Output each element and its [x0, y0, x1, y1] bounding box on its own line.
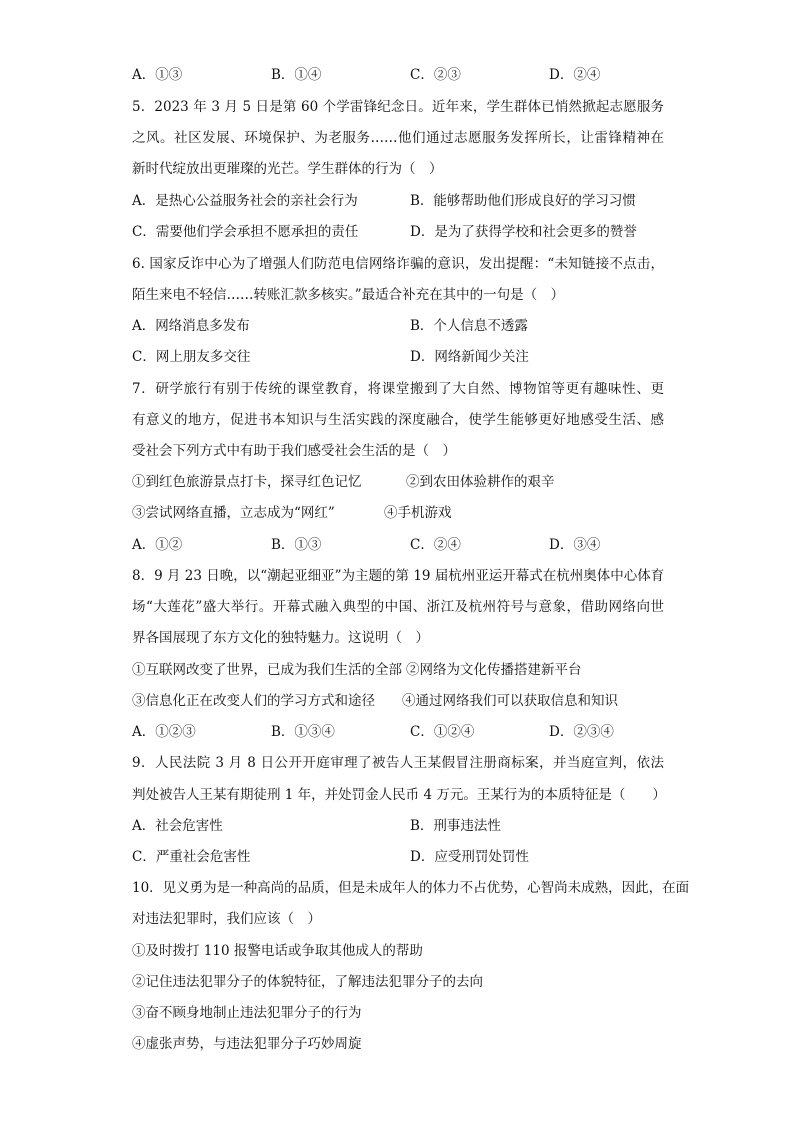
q10-item-3: ③奋不顾身地制止违法犯罪分子的行为 — [132, 1005, 362, 1021]
q7-stem-line: 有意义的地方，促进书本知识与生活实践的深度融合，使学生能够更好地感受生活、感 — [132, 412, 664, 428]
q6-option-a: A．网络消息多发布 — [132, 318, 250, 334]
q10-item-4: ④虚张声势，与违法犯罪分子巧妙周旋 — [132, 1036, 362, 1052]
q8-option-d: D．②③④ — [549, 724, 614, 740]
q5-option-d: D．是为了获得学校和社会更多的赞誉 — [410, 224, 637, 240]
q9-option-c: C．严重社会危害性 — [132, 849, 251, 865]
q10-item-1: ①及时拨打 110 报警电话或争取其他成人的帮助 — [132, 943, 423, 959]
option-c: C．②③ — [410, 67, 461, 83]
q9-option-a: A．社会危害性 — [132, 818, 223, 834]
option-a: A．①③ — [132, 67, 183, 83]
q8-stem-line: 界各国展现了东方文化的独特魅力。这说明（ ） — [132, 630, 429, 646]
q7-item-1: ①到红色旅游景点打卡，探寻红色记忆 — [132, 474, 362, 490]
q10-item-2: ②记住违法犯罪分子的体貌特征，了解违法犯罪分子的去向 — [132, 974, 483, 990]
q5-stem-line: 之风。社区发展、环境保护、为老服务……他们通过志愿服务发挥所长，让雷锋精神在 — [132, 130, 664, 146]
q9-stem-line: 判处被告人王某有期徒刑 1 年，并处罚金人民币 4 万元。王某行为的本质特征是（ ） — [132, 787, 666, 803]
q5-option-c: C．需要他们学会承担不愿承担的责任 — [132, 224, 359, 240]
q6-option-b: B．个人信息不透露 — [410, 318, 528, 334]
q8-stem-line: 场“大莲花”盛大举行。开幕式融入典型的中国、浙江及杭州符号与意象，借助网络向世 — [132, 599, 664, 615]
q7-option-c: C．②④ — [410, 537, 461, 553]
q8-item-1: ①互联网改变了世界，已成为我们生活的全部 — [132, 662, 402, 678]
q8-option-a: A．①②③ — [132, 724, 196, 740]
q8-item-2: ②网络为文化传播搭建新平台 — [406, 662, 582, 678]
q7-stem-line: 受社会下列方式中有助于我们感受社会生活的是（ ） — [132, 443, 456, 459]
q5-stem-line: 新时代绽放出更璀璨的光芒。学生群体的行为（ ） — [132, 161, 443, 177]
option-d: D．②④ — [549, 67, 601, 83]
q7-item-4: ④手机游戏 — [384, 505, 452, 521]
q9-option-b: B．刑事违法性 — [410, 818, 501, 834]
q10-stem-line: 对违法犯罪时，我们应该（ ） — [132, 911, 321, 927]
q7-option-b: B．①③ — [271, 537, 322, 553]
q6-option-d: D．网络新闻少关注 — [410, 349, 529, 365]
q5-stem-line: 5．2023 年 3 月 5 日是第 60 个学雷锋纪念日。近年来，学生群体已悄然掀起志愿服务 — [132, 99, 664, 115]
q9-stem-line: 9．人民法院 3 月 8 日公开开庭审理了被告人王某假冒注册商标案，并当庭宣判，依法 — [132, 755, 664, 771]
q7-option-a: A．①② — [132, 537, 183, 553]
q8-item-3: ③信息化正在改变人们的学习方式和途径 — [132, 693, 375, 709]
q8-option-b: B．①③④ — [271, 724, 335, 740]
option-b: B．①④ — [271, 67, 322, 83]
q7-option-d: D．③④ — [549, 537, 601, 553]
q6-option-c: C．网上朋友多交往 — [132, 349, 251, 365]
q5-option-a: A．是热心公益服务社会的亲社会行为 — [132, 193, 358, 209]
q6-stem-line: 6. 国家反诈中心为了增强人们防范电信网络诈骗的意识，发出提醒：“未知链接不点击， — [132, 256, 664, 272]
q6-stem-line: 陌生来电不轻信……转账汇款多核实。”最适合补充在其中的一句是（ ） — [132, 287, 565, 303]
q8-option-c: C．①②④ — [410, 724, 475, 740]
q7-item-3: ③尝试网络直播，立志成为“网红” — [132, 505, 335, 521]
q5-option-b: B．能够帮助他们形成良好的学习习惯 — [410, 193, 636, 209]
q9-option-d: D．应受刑罚处罚性 — [410, 849, 529, 865]
q7-item-2: ②到农田体验耕作的艰辛 — [406, 474, 555, 490]
q10-stem-line: 10．见义勇为是一种高尚的品质，但是未成年人的体力不占优势，心智尚未成熟，因此，在面 — [132, 880, 690, 896]
q8-item-4: ④通过网络我们可以获取信息和知识 — [402, 693, 618, 709]
q7-stem-line: 7．研学旅行有别于传统的课堂教育，将课堂搬到了大自然、博物馆等更有趣味性、更 — [132, 381, 664, 397]
q8-stem-line: 8．9 月 23 日晚，以“潮起亚细亚”为主题的第 19 届杭州亚运开幕式在杭州奥体中心体育 — [132, 568, 665, 584]
